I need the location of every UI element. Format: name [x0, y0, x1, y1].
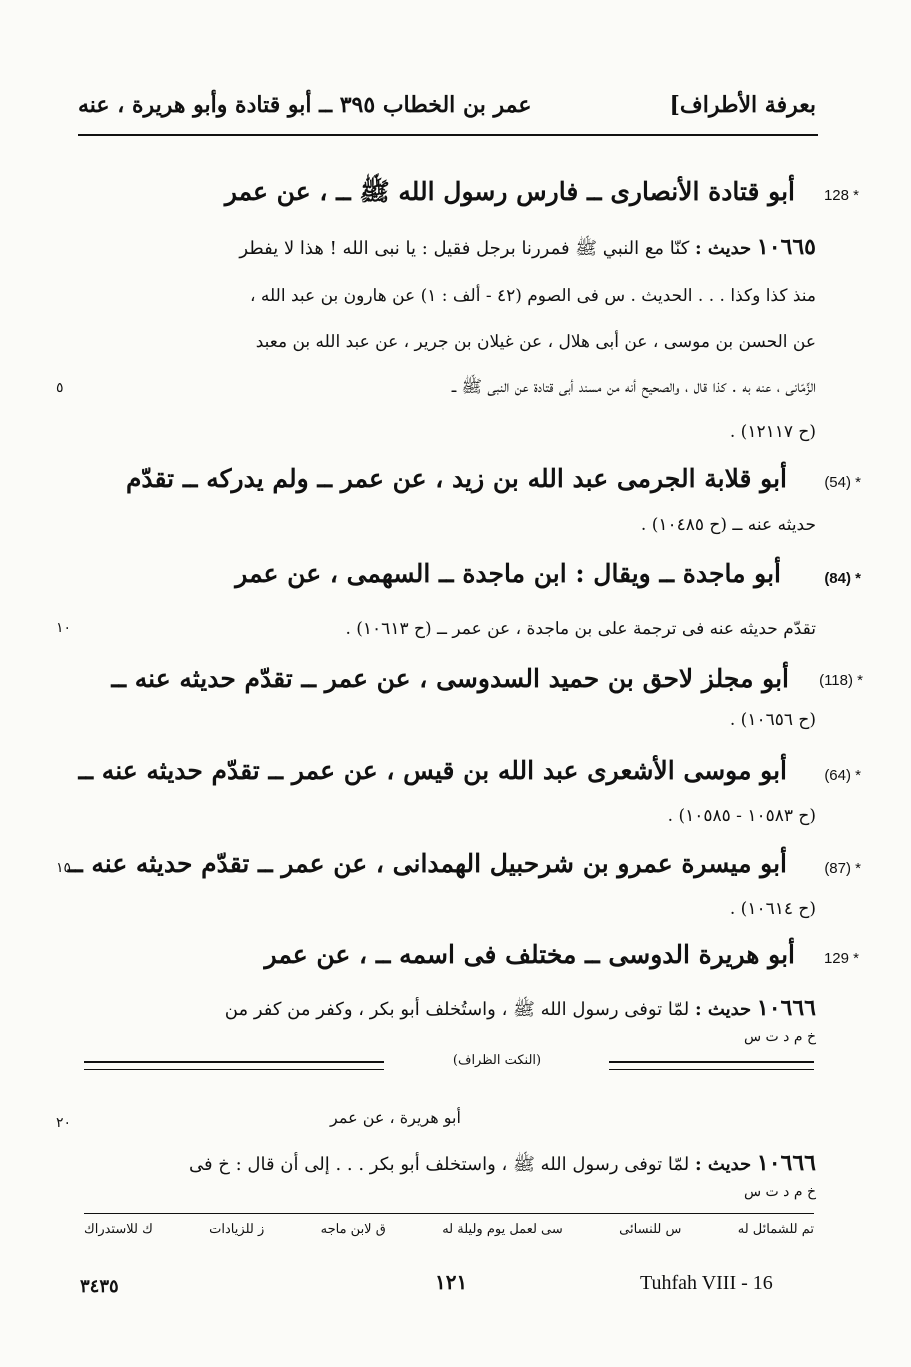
entry-number: (84) * [824, 570, 861, 587]
hadith-label: حديث : [695, 999, 752, 1020]
entry-heading: أبو قتادة الأنصارى ــ فارس رسول الله ﷺ ــ ، عن عمر [224, 177, 795, 206]
margin-line-number: ٢٠ [56, 1115, 72, 1131]
source-sigla: خ م د ت س [743, 1029, 816, 1045]
legend-rule [84, 1213, 814, 1214]
page-header [78, 92, 816, 126]
legend-item: ز للزيادات [209, 1222, 265, 1237]
hadith-text: لمّا توفى رسول الله ﷺ ، واستُخلف أبو بكر ، وكفر من كفر من [224, 999, 690, 1020]
legend-item: تم للشمائل له [737, 1222, 814, 1237]
abbreviation-legend [84, 1222, 814, 1246]
hadith-number: ١٠٦٦٥ [756, 234, 816, 260]
legend-item: سى لعمل يوم وليلة له [442, 1222, 563, 1237]
text-line: الزِّمّانى ، عنه به . كذا قال ، والصحيح أنه من مسند أبى قتادة عن النبى ﷺ ــ [451, 377, 816, 397]
legend-item: ك للاستدراك [84, 1222, 153, 1237]
margin-line-number: ١٥ [56, 860, 72, 876]
hadith-reference: (ح ١٢١١٧) . [729, 422, 816, 442]
text-line: عن الحسن بن موسى ، عن أبى هلال ، عن غيلان بن جرير ، عن عبد الله بن معبد [255, 332, 816, 352]
header-right: بعرفة الأطراف] [669, 92, 816, 118]
margin-line-number: ١٠ [56, 620, 72, 636]
entry-number: 128 * [823, 187, 859, 204]
entry-number: (64) * [824, 767, 861, 784]
source-sigla: خ م د ت س [743, 1184, 816, 1200]
hadith-line [189, 1150, 816, 1179]
hadith-reference: (ح ١٠٥٨٣ - ١٠٥٨٥) . [667, 806, 816, 826]
hadith-number: ١٠٦٦٦ [756, 995, 816, 1021]
hadith-label: حديث : [695, 238, 752, 259]
entry-number: 129 * [823, 950, 859, 967]
hadith-reference: تقدّم حديثه عنه فى ترجمة على بن ماجدة ، عن عمر ــ (ح ١٠٦١٣) . [345, 619, 816, 639]
margin-line-number: ٥ [56, 380, 64, 396]
entry-heading: أبو هريرة الدوسى ــ مختلف فى اسمه ــ ، عن عمر [264, 940, 795, 969]
hadith-text: كنّا مع النبي ﷺ فمررنا برجل فقيل : يا نبى الله ! هذا لا يفطر [239, 238, 690, 259]
legend-item: ق لابن ماجه [320, 1222, 386, 1237]
entry-heading: أبو مجلز لاحق بن حميد السدوسى ، عن عمر ــ تقدّم حديثه عنه ــ [111, 664, 789, 693]
legend-item: س للنسائى [619, 1222, 682, 1237]
nukat-subheading: أبو هريرة ، عن عمر [330, 1108, 461, 1127]
hadith-reference: حديثه عنه ــ (ح ١٠٤٨٥) . [640, 515, 816, 535]
hadith-text: لمّا توفى رسول الله ﷺ ، واستخلف أبو بكر . . . إلى أن قال : خ فى [188, 1154, 690, 1175]
hadith-line [239, 234, 816, 263]
header-rule [78, 134, 818, 136]
text-line: منذ كذا وكذا . . . الحديث . س فى الصوم (٤٢ - ألف : ١) عن هارون بن عبد الله ، [250, 286, 816, 306]
page-number: ١٢١ [435, 1270, 468, 1294]
entry-heading: أبو قلابة الجرمى عبد الله بن زيد ، عن عمر ــ ولم يدركه ــ تقدّم [125, 464, 787, 493]
entry-number: (118) * [819, 672, 863, 689]
footer-signature: Tuhfah VIII - 16 [640, 1272, 773, 1294]
entry-number: (54) * [824, 474, 861, 491]
nukat-label: (النكت الظراف) [452, 1053, 542, 1068]
header-title: عمر بن الخطاب ٣٩٥ ــ أبو قتادة وأبو هريرة ، عنه [78, 92, 532, 118]
nukat-divider [84, 1053, 814, 1073]
entry-heading: أبو ماجدة ــ ويقال : ابن ماجدة ــ السهمى ، عن عمر [235, 559, 781, 588]
hadith-line [225, 995, 816, 1024]
hadith-reference: (ح ١٠٦١٤) . [729, 899, 816, 919]
hadith-number: ١٠٦٦٦ [756, 1150, 816, 1176]
entry-heading: أبو ميسرة عمرو بن شرحبيل الهمدانى ، عن عمر ــ تقدّم حديثه عنه ــ [68, 849, 787, 878]
footer-volume-page: ٣٤٣٥ [80, 1276, 119, 1297]
entry-heading: أبو موسى الأشعرى عبد الله بن قيس ، عن عمر ــ تقدّم حديثه عنه ــ [78, 756, 787, 785]
hadith-reference: (ح ١٠٦٥٦) . [729, 710, 816, 730]
entry-number: (87) * [824, 860, 861, 877]
hadith-label: حديث : [695, 1154, 752, 1175]
